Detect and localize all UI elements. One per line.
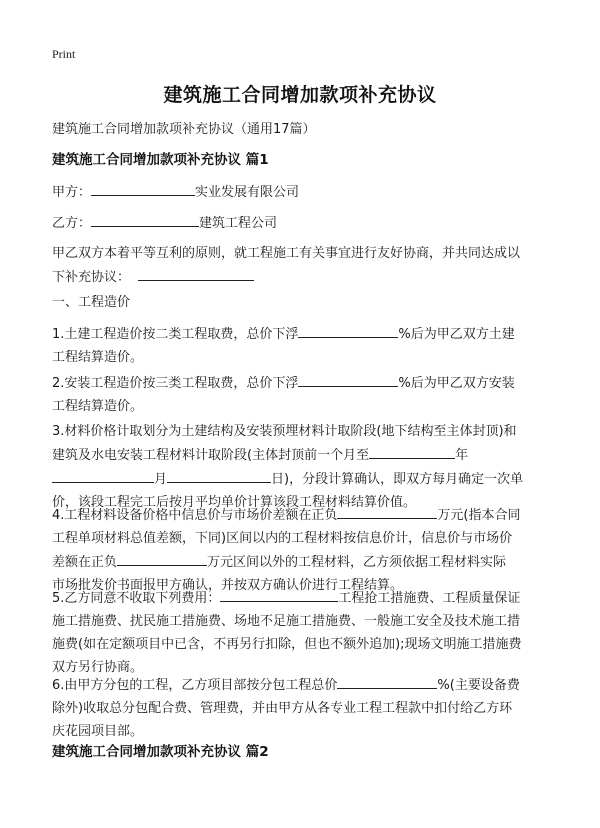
item4-text-b: 万元(指本合同: [437, 508, 521, 523]
document-subtitle: 建筑施工合同增加款项补充协议（通用17篇）: [52, 122, 316, 137]
item3-line-3: [52, 467, 552, 491]
item5-line-2: 施工措施费、扰民施工措施费、场地不足施工措施费、一般施工安全及技术施工措: [52, 614, 521, 629]
item5-line-3: 施费(如在定额项目中已含，不再另行扣除，但也不额外追加);现场文明施工措施费: [52, 637, 522, 652]
intro-blank: [138, 265, 254, 281]
item3-text-c: 月: [154, 472, 168, 487]
item5-text-a: 5.乙方同意不收取下列费用：: [52, 591, 221, 606]
section-heading-2: 建筑施工合同增加款项补充协议 篇2: [52, 744, 269, 760]
item2-text-b: %后为甲乙双方安装: [398, 376, 515, 391]
item5-text-b: 工程抢工措施费、工程质量保证: [338, 591, 521, 606]
item6-line-1: [52, 673, 552, 697]
item3-text-a: 建筑及水电安装工程材料计取阶段(主体封顶前一个月至: [52, 448, 370, 463]
item3-text-b: 年: [455, 448, 469, 463]
item3-line-1: 3.材料价格计取划分为土建结构及安装预埋材料计取阶段(地下结构至主体封顶)和: [52, 424, 517, 439]
party-a-line: [52, 180, 552, 204]
item4-line-4: 市场批发价书面报甲方确认，并按双方确认价进行工程结算。: [52, 578, 404, 593]
item4-text-d: 万元区间以外的工程材料，乙方须依据工程材料实际: [207, 555, 507, 570]
item1-heading: 一、工程造价: [52, 295, 131, 310]
item3-day-blank: [167, 467, 271, 483]
item3-line-2: [52, 443, 552, 467]
print-label[interactable]: Print: [52, 47, 76, 61]
item5-line-4: 双方另行协商。: [52, 660, 144, 675]
item2-blank: [298, 371, 398, 387]
item3-month-blank: [52, 467, 154, 483]
party-b-suffix: 建筑工程公司: [199, 216, 278, 231]
item6-text-b: %(主要设备费: [437, 678, 520, 693]
item4-line-3: [52, 550, 552, 574]
item1-paragraph: [52, 322, 552, 369]
item4-line-2: 工程单项材料总值差额，下同)区间以内的工程材料按信息价计，信息价与市场价: [52, 531, 513, 546]
item4-text-a: 4.工程材料设备价格中信息价与市场价差额在正负: [52, 508, 338, 523]
item3-paragraph: [52, 420, 552, 514]
item6-paragraph: [52, 673, 552, 743]
item1-line-2: 工程结算造价。: [52, 350, 144, 365]
item1-text-a: 1.土建工程造价按二类工程取费，总价下浮: [52, 327, 299, 342]
intro-line-1: 甲乙双方本着平等互利的原则，就工程施工有关事宜进行友好协商，并共同达成以: [52, 246, 521, 261]
item1-blank: [298, 322, 398, 338]
item2-line-1: [52, 371, 552, 395]
party-a-label: 甲方：: [52, 185, 92, 200]
item2-text-a: 2.安装工程造价按三类工程取费，总价下浮: [52, 376, 299, 391]
intro-line-2-text: 下补充协议：: [52, 270, 131, 285]
item4-line-1: [52, 503, 552, 527]
item5-line-1: [52, 586, 552, 610]
party-b-label: 乙方：: [52, 216, 92, 231]
item6-blank: [337, 673, 437, 689]
item4-blank-1: [337, 503, 437, 519]
item4-blank-2: [117, 550, 207, 566]
section-heading-1: 建筑施工合同增加款项补充协议 篇1: [52, 152, 269, 168]
party-a-suffix: 实业发展有限公司: [195, 185, 300, 200]
item5-blank: [220, 586, 338, 602]
intro-paragraph: [52, 242, 552, 289]
document-title: 建筑施工合同增加款项补充协议: [163, 84, 437, 106]
item2-line-2: 工程结算造价。: [52, 399, 144, 414]
party-b-blank: [91, 211, 199, 227]
item1-line-1: [52, 322, 552, 346]
item6-text-a: 6.由甲方分包的工程，乙方项目部按分包工程总价: [52, 678, 338, 693]
item6-line-2: 除外)收取总分包配合费、管理费，并由甲方从各专业工程工程款中扣付给乙方环: [52, 701, 513, 716]
party-b-line: [52, 211, 552, 235]
item1-text-b: %后为甲乙双方土建: [398, 327, 515, 342]
item3-year-blank: [369, 443, 455, 459]
item3-text-d: 日)，分段计算确认，即双方每月确定一次单: [271, 472, 524, 487]
item4-paragraph: [52, 503, 552, 597]
item4-text-c: 差额在正负: [52, 555, 118, 570]
item6-line-3: 庆花园项目部。: [52, 724, 144, 739]
intro-line-2: [52, 265, 552, 289]
party-a-blank: [91, 180, 195, 196]
item3-line-4: 价，该段工程完工后按月平均单价计算该段工程材料结算价值。: [52, 495, 417, 510]
item5-paragraph: [52, 586, 552, 679]
item2-paragraph: [52, 371, 552, 418]
